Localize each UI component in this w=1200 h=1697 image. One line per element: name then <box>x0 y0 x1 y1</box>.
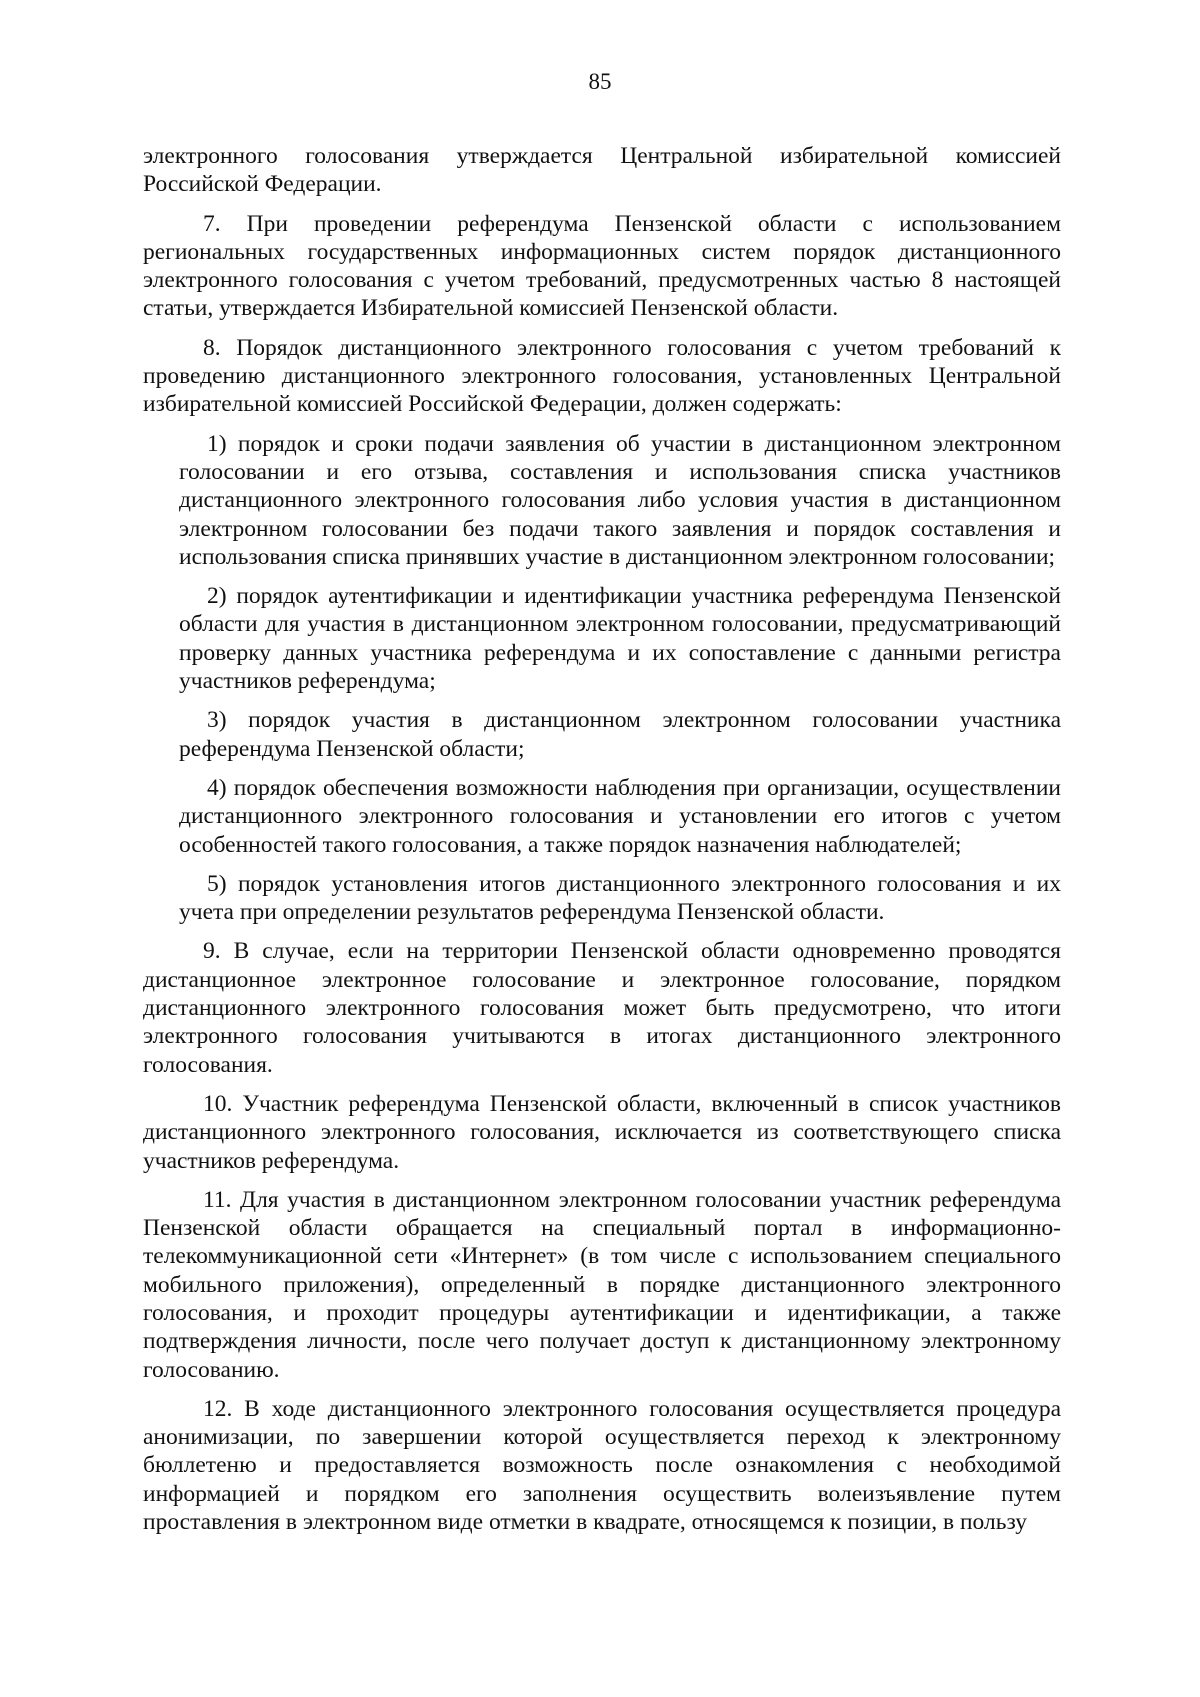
paragraph-item-7: 7. При проведении референдума Пензенской области с использованием региональных государственных информационных систем порядок дистанционного электронного голосования с учетом требований, предусмотренных частью 8 настоящей статьи, утверждается Избирательной комиссией Пензенской области. <box>143 210 1061 322</box>
subitem-2: 2) порядок аутентификации и идентификации участника референдума Пензенской области для участия в дистанционном электронном голосовании, предусматривающий проверку данных участника референдума и их сопоставление с данными регистра участников референдума; <box>179 583 1061 695</box>
subitem-3: 3) порядок участия в дистанционном электронном голосовании участника референдума Пензенской области; <box>179 707 1061 762</box>
paragraph-item-9: 9. В случае, если на территории Пензенской области одновременно проводятся дистанционное электронное голосование и электронное голосование, порядком дистанционного электронного голосования может быть предусмотрено, что итоги электронного голосования учитываются в итогах дистанционного электронного голосования. <box>143 938 1061 1078</box>
paragraph-continuation: электронного голосования утверждается Центральной избирательной комиссией Российской Федерации. <box>143 143 1061 198</box>
paragraph-item-10: 10. Участник референдума Пензенской области, включенный в список участников дистанционного электронного голосования, исключается из соответствующего списка участников референдума. <box>143 1090 1061 1174</box>
document-body <box>143 142 1061 1547</box>
paragraph-item-8: 8. Порядок дистанционного электронного голосования с учетом требований к проведению дистанционного электронного голосования, установленных Центральной избирательной комиссией Российской Федерации, должен содержать: <box>143 334 1061 418</box>
subitem-4: 4) порядок обеспечения возможности наблюдения при организации, осуществлении дистанционного электронного голосования и установлении его итогов с учетом особенностей такого голосования, а также порядок назначения наблюдателей; <box>179 774 1061 858</box>
page-number: 85 <box>588 69 612 94</box>
subitem-1: 1) порядок и сроки подачи заявления об участии в дистанционном электронном голосовании и его отзыва, составления и использования списка участников дистанционного электронного голосования либо условия участия в дистанционном электронном голосовании без подачи такого заявления и порядок составления и использования списка принявших участие в дистанционном электронном голосовании; <box>179 430 1061 570</box>
paragraph-item-12: 12. В ходе дистанционного электронного голосования осуществляется процедура анонимизации, по завершении которой осуществляется переход к электронному бюллетеню и предоставляется возможность после ознакомления с необходимой информацией и порядком его заполнения осуществить волеизъявление путем проставления в электронном виде отметки в квадрате, относящемся к позиции, в пользу <box>143 1395 1061 1536</box>
subitem-5: 5) порядок установления итогов дистанционного электронного голосования и их учета при определении результатов референдума Пензенской области. <box>179 870 1061 926</box>
paragraph-item-11: 11. Для участия в дистанционном электронном голосовании участник референдума Пензенской области обращается на специальный портал в информационно-телекоммуникационной сети «Интернет» (в том числе с использованием специального мобильного приложения), определенный в порядке дистанционного электронного голосования, и проходит процедуры аутентификации и идентификации, а также подтверждения личности, после чего получает доступ к дистанционному электронному голосованию. <box>143 1186 1061 1383</box>
